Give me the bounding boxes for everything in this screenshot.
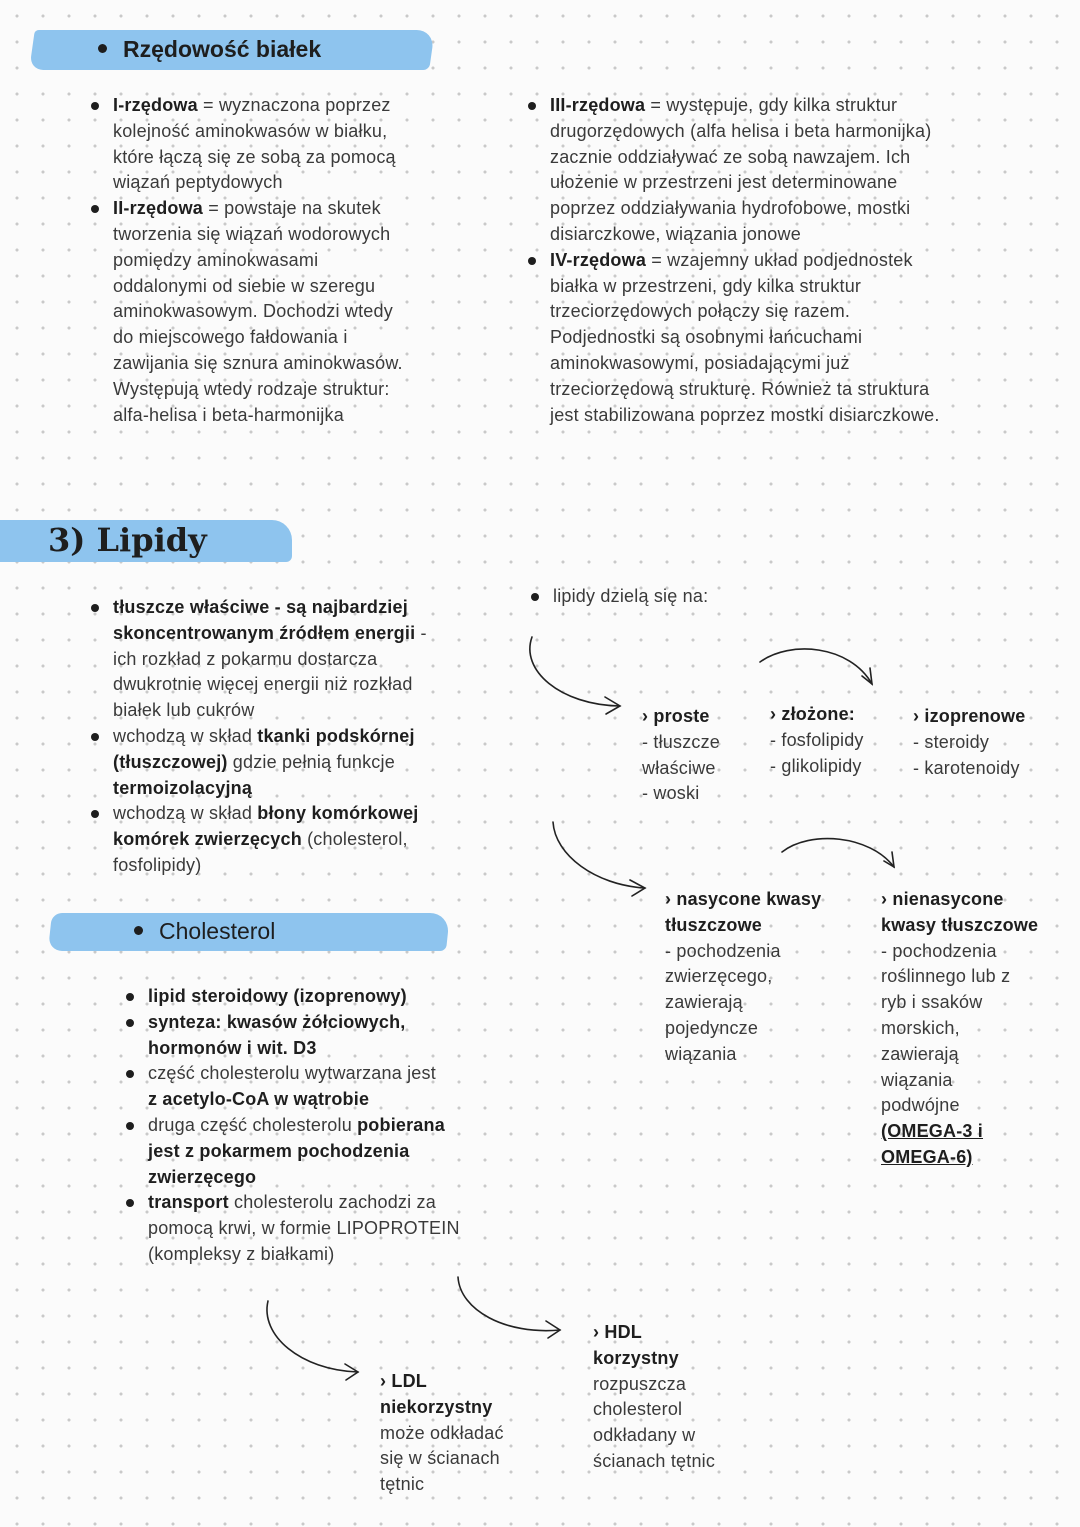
text-line <box>550 145 940 171</box>
text-block-simple <box>642 704 720 807</box>
bold-text: › LDL <box>380 1371 427 1391</box>
text: poprzez oddziaływania hydrofobowe, mostki <box>550 198 911 219</box>
text-block-lipids-split <box>553 584 708 610</box>
bold-text: jest z pokarmem pochodzenia <box>148 1140 410 1161</box>
text-block-protein-left <box>113 93 403 428</box>
text: część cholesterolu wytwarzana jest <box>148 1063 436 1084</box>
bullet-icon <box>91 205 99 213</box>
text-line <box>113 750 427 776</box>
text-block-hdl <box>593 1320 715 1475</box>
text: Podjednostki są osobnymi łańcuchami <box>550 327 863 348</box>
text: oddalonymi od siebie w szeregu <box>113 275 376 296</box>
text: - woski <box>642 783 700 804</box>
text-line <box>593 1320 715 1346</box>
text-line <box>113 827 427 853</box>
text: ułożenie w przestrzeni jest determinowane <box>550 172 898 193</box>
text-line <box>665 887 821 913</box>
text-line <box>148 1087 460 1113</box>
text: aminokwasowymi, posiadającymi już <box>550 352 850 373</box>
text-line <box>148 1216 460 1242</box>
bold-text: synteza: kwasów żółciowych, <box>148 1011 406 1032</box>
bold-text: › nienasycone <box>881 889 1004 909</box>
text-line <box>113 222 403 248</box>
text-block-saturated <box>665 887 821 1068</box>
text: aminokwasowym. Dochodzi wtedy <box>113 301 393 322</box>
bold-text: hormonów i wit. D3 <box>148 1037 317 1058</box>
text: disiarczkowe, wiązania jonowe <box>550 223 801 244</box>
text-line <box>113 170 403 196</box>
bold-text: lipid steroidowy (izoprenowy) <box>148 986 407 1006</box>
text: - <box>415 622 427 643</box>
text-line <box>380 1472 504 1498</box>
text: - fosfolipidy <box>770 729 864 750</box>
text-line <box>148 1190 460 1216</box>
bullet-icon <box>98 44 107 53</box>
text: = wzajemny układ podjednostek <box>646 249 913 270</box>
text-line <box>550 299 940 325</box>
text: (kompleksy z białkami) <box>148 1243 335 1264</box>
text-line <box>113 274 403 300</box>
bold-text: błony komórkowej <box>257 803 419 824</box>
text-line <box>770 702 864 728</box>
text-line <box>113 724 427 750</box>
text: zawierają <box>665 992 743 1013</box>
text-line <box>380 1421 504 1447</box>
text-line <box>380 1395 504 1421</box>
text: - glikolipidy <box>770 755 862 776</box>
text: się w ścianach <box>380 1448 500 1469</box>
text: zawierają <box>881 1043 959 1064</box>
bold-text: II-rzędowa <box>113 198 204 219</box>
bold-text: skoncentrowanym źródłem energii <box>113 622 416 643</box>
text-line <box>593 1449 715 1475</box>
text: rozpuszcza <box>593 1373 687 1394</box>
bold-text: (tłuszczowej) <box>113 751 228 772</box>
text: pomocą krwi, w formie LIPOPROTEIN <box>148 1218 460 1239</box>
bold-text: tkanki podskórnej <box>257 725 415 746</box>
text-line <box>881 1145 1038 1171</box>
bold-text: z acetylo-CoA w wątrobie <box>148 1089 370 1110</box>
text: - steroidy <box>913 731 990 752</box>
text: pojedyncze <box>665 1017 759 1038</box>
bullet-icon <box>528 102 536 110</box>
bullet-icon <box>126 1199 134 1207</box>
text-line <box>593 1397 715 1423</box>
text-line <box>113 93 403 119</box>
text: fosfolipidy) <box>113 854 202 875</box>
text: ścianach tętnic <box>593 1450 716 1471</box>
text-line <box>113 299 403 325</box>
text-line <box>113 351 403 377</box>
bullet-icon <box>126 1019 134 1027</box>
arrow-icon <box>530 637 620 714</box>
text-line <box>550 93 940 119</box>
text: które łączą się ze sobą za pomocą <box>113 146 396 167</box>
bullet-icon <box>91 102 99 110</box>
text-line <box>770 728 864 754</box>
text-line <box>550 274 940 300</box>
text-line <box>148 1010 460 1036</box>
text-line <box>593 1346 715 1372</box>
bold-text: › proste <box>642 706 710 726</box>
text: trzeciorzędowych połączy się razem. <box>550 301 851 322</box>
bold-text: transport <box>148 1192 229 1213</box>
text-line <box>113 145 403 171</box>
text-line <box>113 248 403 274</box>
text: - tłuszcze <box>642 731 721 752</box>
text-block-lipids-left <box>113 595 427 879</box>
text-line <box>113 621 427 647</box>
text: zawijania się sznura aminokwasów. <box>113 352 403 373</box>
text-line <box>881 1093 1038 1119</box>
bullet-icon <box>126 1070 134 1078</box>
arrow-icon <box>760 649 872 684</box>
section-heading-lipids: 3) Lipidy <box>48 521 207 559</box>
text: Występują wtedy rodzaje struktur: <box>113 378 390 399</box>
text-line <box>113 776 427 802</box>
bold-text: › HDL <box>593 1322 642 1342</box>
text-line <box>593 1372 715 1398</box>
text: ich rozkład z pokarmu dostarcza <box>113 648 378 669</box>
text-line <box>550 351 940 377</box>
text-line <box>881 1016 1038 1042</box>
text-line <box>148 1113 460 1139</box>
bold-text: kwasy tłuszczowe <box>881 914 1039 935</box>
text-line <box>113 119 403 145</box>
text-line <box>113 325 403 351</box>
text-line <box>665 913 821 939</box>
bold-text: I-rzędowa <box>113 95 198 115</box>
text: wiązania <box>665 1043 737 1064</box>
text-line <box>881 913 1038 939</box>
text-line <box>642 730 720 756</box>
text-line <box>550 325 940 351</box>
text-line <box>665 1042 821 1068</box>
text: cholesterolu zachodzi za <box>228 1192 436 1213</box>
text: tętnic <box>380 1474 425 1495</box>
text-line <box>113 647 427 673</box>
text-line <box>113 801 427 827</box>
text-line <box>380 1446 504 1472</box>
text: ryb i ssaków <box>881 992 983 1013</box>
text: do miejscowego fałdowania i <box>113 327 348 348</box>
text: właściwe <box>642 757 716 778</box>
bold-text: komórek zwierzęcych <box>113 829 302 850</box>
text-line <box>881 887 1038 913</box>
text-line <box>550 248 940 274</box>
text-block-ldl <box>380 1369 504 1498</box>
text: może odkładać <box>380 1422 504 1443</box>
text: - pochodzenia <box>881 940 997 961</box>
text: drugorzędowych (alfa helisa i beta harmonijka) <box>550 120 932 141</box>
text: zwierzęcego, <box>665 966 773 987</box>
text-line <box>881 939 1038 965</box>
text: roślinnego lub z <box>881 966 1011 987</box>
text-line <box>665 1016 821 1042</box>
text-block-complex <box>770 702 864 779</box>
bold-text: › izoprenowe <box>913 706 1026 726</box>
text-line <box>113 196 403 222</box>
text-line <box>881 990 1038 1016</box>
arrow-icon <box>553 822 645 896</box>
bullet-icon <box>91 810 99 818</box>
bold-text: › złożone: <box>770 704 855 724</box>
heading-text: Rzędowość białek <box>123 36 322 62</box>
text-line <box>642 756 720 782</box>
bullet-icon <box>91 604 99 612</box>
arrow-icon <box>458 1277 560 1338</box>
text-line <box>148 1036 460 1062</box>
bold-text: termoizolacyjną <box>113 777 253 798</box>
bold-text: III-rzędowa <box>550 95 646 115</box>
text-block-unsaturated <box>881 887 1038 1171</box>
text: wiązania <box>881 1069 953 1090</box>
text-line <box>642 781 720 807</box>
bullet-icon <box>531 593 539 601</box>
bullet-icon <box>126 1122 134 1130</box>
arrow-icon <box>267 1301 358 1380</box>
text: białek lub cukrów <box>113 700 255 721</box>
text: odkładany w <box>593 1425 696 1446</box>
text: morskich, <box>881 1017 960 1038</box>
text-line <box>113 672 427 698</box>
bold-text: tłuszcze właściwe - są najbardziej <box>113 597 408 617</box>
text-line <box>550 196 940 222</box>
bold-text: zwierzęcego <box>148 1166 257 1187</box>
text-line <box>113 377 403 403</box>
bold-text: pobierana <box>357 1114 445 1135</box>
text: wiązań peptydowych <box>113 172 283 193</box>
text-line <box>642 704 720 730</box>
text: lipidy dzielą się na: <box>553 586 709 606</box>
text: podwójne <box>881 1095 960 1116</box>
text-line <box>665 990 821 1016</box>
text-line <box>550 403 940 429</box>
text: = wyznaczona poprzez <box>197 95 391 115</box>
text: - karotenoidy <box>913 757 1020 778</box>
text-line <box>148 984 460 1010</box>
text-line <box>113 403 403 429</box>
section-heading-protein-order <box>98 36 321 63</box>
text-line <box>881 1119 1038 1145</box>
text: kolejność aminokwasów w białku, <box>113 120 388 141</box>
text: dwukrotnie więcej energii niż rozkład <box>113 674 413 695</box>
text-line <box>665 939 821 965</box>
bold-text: › nasycone kwasy <box>665 889 822 909</box>
text-line <box>113 698 427 724</box>
text-block-isoprene <box>913 704 1025 781</box>
text: = powstaje na skutek <box>203 198 381 219</box>
text: druga część cholesterolu <box>148 1114 358 1135</box>
section-heading-cholesterol <box>134 918 275 945</box>
text: alfa-helisa i beta-harmonijka <box>113 404 344 425</box>
text-line <box>113 853 427 879</box>
text-line <box>553 584 708 610</box>
bullet-icon <box>528 257 536 265</box>
text: tworzenia się wiązań wodorowych <box>113 223 391 244</box>
text: (cholesterol, <box>301 829 408 850</box>
bullet-icon <box>91 733 99 741</box>
text: - pochodzenia <box>665 940 781 961</box>
text: jest stabilizowana poprzez mostki disiarczkowe. <box>550 404 940 425</box>
heading-text: Cholesterol <box>159 918 276 944</box>
text-line <box>593 1423 715 1449</box>
text-line <box>550 222 940 248</box>
text: cholesterol <box>593 1399 683 1420</box>
text: pomiędzy aminokwasami <box>113 249 319 270</box>
text-line <box>148 1165 460 1191</box>
text-line <box>113 595 427 621</box>
bold-text: IV-rzędowa <box>550 249 647 270</box>
bold-text: niekorzystny <box>380 1396 493 1417</box>
text: = występuje, gdy kilka struktur <box>645 95 898 115</box>
text-line <box>550 170 940 196</box>
text-line <box>550 377 940 403</box>
text: białka w przestrzeni, gdy kilka struktur <box>550 275 862 296</box>
bold-text: korzystny <box>593 1347 679 1368</box>
text: zacznie oddziaływać ze sobą nawzajem. Ich <box>550 146 911 167</box>
text-line <box>881 1068 1038 1094</box>
arrow-icon <box>782 839 894 867</box>
text-line <box>148 1139 460 1165</box>
bold-text: (OMEGA-3 i <box>881 1121 984 1142</box>
text-line <box>881 1042 1038 1068</box>
text-line <box>665 964 821 990</box>
bullet-icon <box>134 926 143 935</box>
text: gdzie pełnią funkcje <box>227 751 395 772</box>
text-line <box>770 754 864 780</box>
bold-text: tłuszczowe <box>665 914 763 935</box>
text-line <box>148 1242 460 1268</box>
text: wchodzą w skład <box>113 803 258 824</box>
text: trzeciorzędową strukturę. Również ta struktura <box>550 378 930 399</box>
text-line <box>913 730 1025 756</box>
text-line <box>148 1061 460 1087</box>
bullet-icon <box>126 993 134 1001</box>
text-line <box>913 756 1025 782</box>
bold-text: OMEGA-6) <box>881 1146 973 1167</box>
text-line <box>550 119 940 145</box>
text-line <box>881 964 1038 990</box>
text-block-protein-right <box>550 93 940 428</box>
text-line <box>913 704 1025 730</box>
text-block-cholesterol <box>148 984 460 1268</box>
text: wchodzą w skład <box>113 725 258 746</box>
text-line <box>380 1369 504 1395</box>
